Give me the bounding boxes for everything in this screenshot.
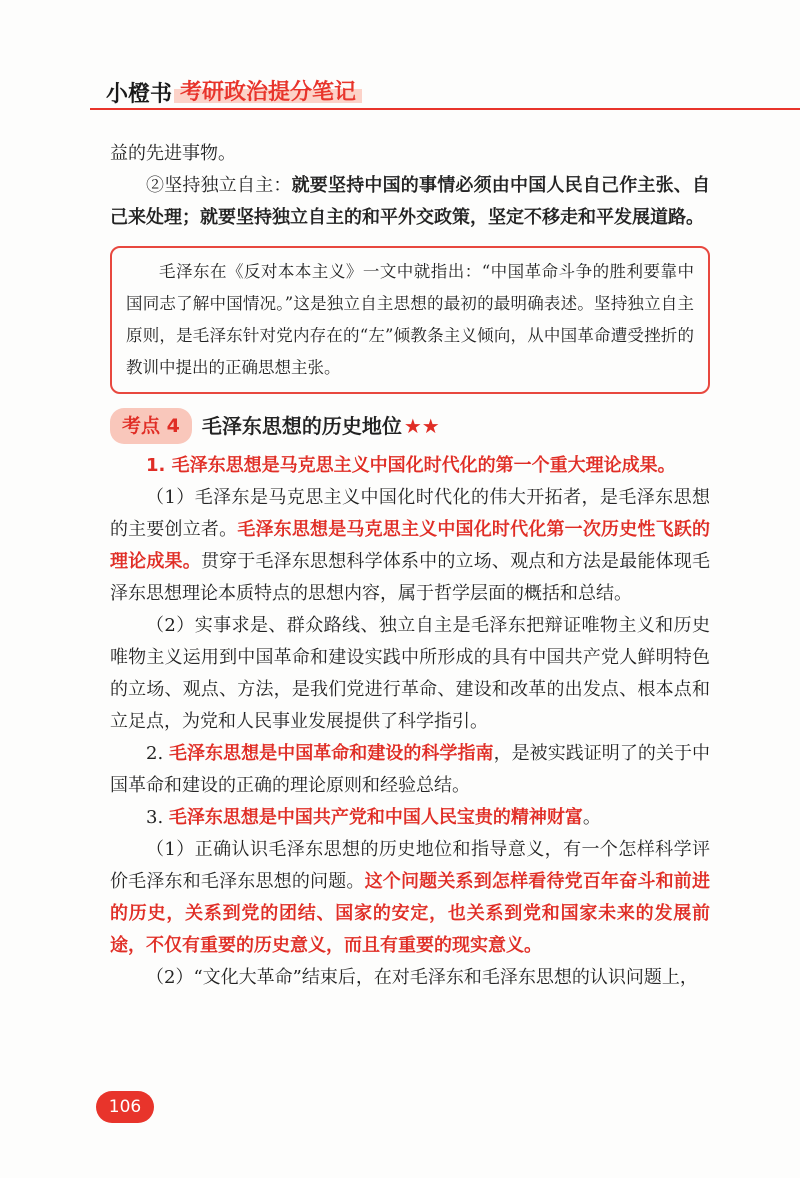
text: 。 (582, 807, 601, 828)
paragraph-2 (110, 482, 710, 610)
highlight-text: 这个问题关系到怎样看待党百年奋斗和前进的历史，关系到党的团结、国家的安定，也关系到党和国家未来的发展前途，不仅有重要的历史意义，而且有重要的现实意义。 (110, 871, 710, 956)
text: ，是被实践证明了的关于中国革命和建设的正确的理论原则和经验总结。 (110, 743, 710, 796)
text: 贯穿于毛泽东思想科学体系中的立场、观点和方法是最能体现毛泽东思想理论本质特点的思想内容，属于哲学层面的概括和总结。 (110, 551, 710, 604)
paragraph-continuation: 益的先进事物。 (110, 143, 236, 164)
text: （1）毛泽东是马克思主义中国化时代化的伟大开拓者，是毛泽东思想的主要创立者。 (110, 487, 710, 540)
paragraph-4 (110, 738, 710, 802)
text: （1）正确认识毛泽东思想的历史地位和指导意义，有一个怎样科学评价毛泽东和毛泽东思想的问题。 (110, 839, 710, 892)
star-icon: ★★ (403, 414, 440, 438)
section-heading-1 (110, 450, 710, 482)
note-box (110, 246, 710, 394)
exam-point-heading (110, 408, 710, 444)
red-heading: 1. 毛泽东思想是马克思主义中国化时代化的第一个重大理论成果。 (146, 455, 676, 476)
highlight-text: 毛泽东思想是中国共产党和中国人民宝贵的精神财富 (168, 807, 583, 828)
paragraph-7: （2）“文化大革命”结束后，在对毛泽东和毛泽东思想的认识问题上， (146, 967, 698, 988)
paragraph-independence (110, 170, 710, 234)
paragraph-5 (110, 802, 710, 834)
book-subtitle: 考研政治提分笔记 (174, 75, 362, 106)
note-text: 毛泽东在《反对本本主义》一文中就指出：“中国革命斗争的胜利要靠中国同志了解中国情况。”这是独立自主思想的最初的最明确表述。坚持独立自主原则，是毛泽东针对党内存在的“左”倾教条主义倾向，从中国革命遭受挫折的教训中提出的正确思想主张。 (126, 262, 694, 377)
highlight-text: 毛泽东思想是中国革命和建设的科学指南 (168, 743, 494, 764)
page-number: 106 (96, 1091, 154, 1123)
paragraph-lead: ②坚持独立自主： (146, 175, 292, 196)
highlight-text: 毛泽东思想是马克思主义中国化时代化第一次历史性飞跃的理论成果。 (110, 519, 710, 572)
page-body (110, 138, 710, 994)
header-divider (90, 108, 800, 110)
paragraph-6 (110, 834, 710, 962)
exam-point-title: 毛泽东思想的历史地位 (201, 414, 402, 438)
paragraph-3: （2）实事求是、群众路线、独立自主是毛泽东把辩证唯物主义和历史唯物主义运用到中国革命和建设实践中所形成的具有中国共产党人鲜明特色的立场、观点、方法，是我们党进行革命、建设和改革的出发点、根本点和立足点，为党和人民事业发展提供了科学指引。 (110, 615, 710, 732)
bold-text: 就要坚持中国的事情必须由中国人民自己作主张、自己来处理；就要坚持独立自主的和平外交政策，坚定不移走和平发展道路。 (110, 175, 711, 228)
item-number: 2. (146, 743, 169, 764)
page-header (90, 70, 800, 110)
exam-point-tag: 考点 4 (110, 408, 192, 444)
item-number: 3. (146, 807, 169, 828)
brand-title: 小橙书 (106, 82, 173, 107)
